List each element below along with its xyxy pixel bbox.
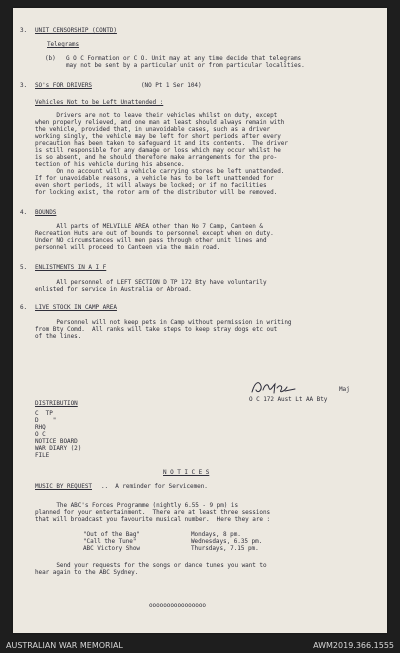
section-heading: ENLISTMENTS IN A I F <box>35 264 107 271</box>
distribution-item: D " <box>35 417 57 424</box>
section-heading: UNIT CENSORSHIP (CONTD) <box>35 27 117 34</box>
paragraph-line: Recreation Huts are out of bounds to personnel except when on duty. <box>35 230 274 237</box>
distribution-item: FILE <box>35 452 50 459</box>
distribution-item: WAR DIARY (2) <box>35 445 82 452</box>
paragraph-line: All personnel of LEFT SECTION D TP 172 Bty have voluntarily <box>35 279 267 286</box>
paragraph-line: The ABC's Forces Programme (nightly 6.55 - 9 pm) is <box>35 502 239 509</box>
distribution-item: C TP <box>35 410 53 417</box>
paragraph-line: when properly relieved, and one man at least should always remain with <box>35 119 285 126</box>
document-page <box>13 8 387 633</box>
paragraph-line: All parts of MELVILLE AREA other than No 7 Camp, Canteen & <box>35 223 263 230</box>
paragraph-line: is so absent, and he should therefore make arrangements for the pro- <box>35 154 278 161</box>
programme-name: "Out of the Bag" <box>83 531 140 538</box>
signature-rank: Maj <box>339 386 350 393</box>
paragraph-line: of the lines. <box>35 333 82 340</box>
programme-time: Wednesdays, 6.35 pm. <box>191 538 263 545</box>
paragraph-line: the vehicle, provided that, in unavoidable cases, such as a driver <box>35 126 271 133</box>
programme-name: "Call the Tune" <box>83 538 137 545</box>
distribution-item: NOTICE BOARD <box>35 438 78 445</box>
distribution-item: O C <box>35 431 46 438</box>
section-heading: SO's FOR DRIVERS <box>35 82 92 89</box>
paragraph-line: personnel will proceed to Canteen via the main road. <box>35 244 221 251</box>
paragraph-line: On no account will a vehicle carrying stores be left unattended. <box>35 168 285 175</box>
paragraph-line: even short periods, it will always be locked; or if no facilities <box>35 182 267 189</box>
footer-accession-number: AWM2019.366.1555 <box>313 641 394 650</box>
programme-time: Mondays, 8 pm. <box>191 531 241 538</box>
section-heading: LIVE STOCK IN CAMP AREA <box>35 304 117 311</box>
subsection-heading: Telegrams <box>47 41 80 48</box>
notice-tagline: .. A reminder for Servicemen. <box>101 483 208 490</box>
archive-footer <box>0 638 400 653</box>
paragraph-line: working singly, the vehicle may be left for short periods after every <box>35 133 281 140</box>
subsection-heading: Vehicles Not to be Left Unattended : <box>35 99 164 106</box>
paragraph-line: Under NO circumstances will men pass through other unit lines and <box>35 237 267 244</box>
clause-label: (b) <box>45 55 56 62</box>
section-heading: BOUNDS <box>35 209 57 216</box>
distribution-heading: DISTRIBUTION <box>35 400 78 407</box>
handwritten-signature <box>249 378 297 396</box>
paragraph-line: precaution has been taken to safeguard it and its contents. The driver <box>35 140 288 147</box>
paragraph-line: may not be sent by a particular unit or from particular localities. <box>66 62 305 69</box>
paragraph-line: hear again to the ABC Sydney. <box>35 569 139 576</box>
paragraph-line: Send your requests for the songs or dance tunes you want to <box>35 562 267 569</box>
paragraph-line: is still responsible for any damage or loss which may occur whilst he <box>35 147 281 154</box>
paragraph-line: for locking exist, the rotor arm of the distributor will be removed. <box>35 189 278 196</box>
paragraph-line: planned for your entertainment. There are at least three sessions <box>35 509 271 516</box>
paragraph-line: from Bty Comd. All ranks will take steps to keep stray dogs etc out <box>35 326 278 333</box>
section-number: 3. <box>20 27 28 34</box>
footer-institution: AUSTRALIAN WAR MEMORIAL <box>6 641 123 650</box>
paragraph-line: that will broadcast you favourite musical number. Here they are : <box>35 516 271 523</box>
programme-name: ABC Victory Show <box>83 545 140 552</box>
paragraph-line: tection of his vehicle during his absence. <box>35 161 185 168</box>
paragraph-line: Drivers are not to leave their vehicles whilst on duty, except <box>35 112 278 119</box>
paragraph-line: Personnel will not keep pets in Camp without permission in writing <box>35 319 292 326</box>
paragraph-line: If for unavoidable reasons, a vehicle has to be left unattended for <box>35 175 274 182</box>
section-number: 3. <box>20 82 28 89</box>
section-number: 5. <box>20 264 28 271</box>
signature-title: O C 172 Aust Lt AA Bty <box>249 396 328 403</box>
paragraph-line: G O C Formation or C O. Unit may at any time decide that telegrams <box>66 55 302 62</box>
programme-time: Thursdays, 7.15 pm. <box>191 545 259 552</box>
notice-title: MUSIC BY REQUEST <box>35 483 92 490</box>
notices-heading: N O T I C E S <box>163 469 210 476</box>
section-reference: (NO Pt 1 Ser 104) <box>141 82 202 89</box>
distribution-item: RHQ <box>35 424 46 431</box>
end-marker: oooooooooooooooo <box>149 602 206 609</box>
section-number: 6. <box>20 304 28 311</box>
section-number: 4. <box>20 209 28 216</box>
paragraph-line: enlisted for service in Australia or Abroad. <box>35 286 192 293</box>
